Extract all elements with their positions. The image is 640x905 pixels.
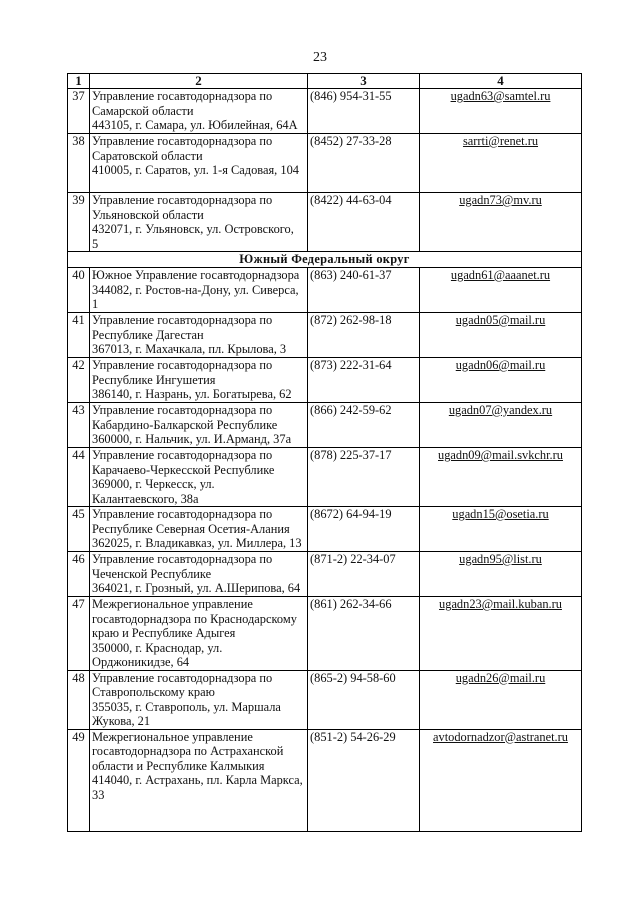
organization-address-line: 362025, г. Владикавказ, ул. Миллера, 13 xyxy=(92,536,302,550)
row-number: 39 xyxy=(68,193,90,252)
organization-address-line: 360000, г. Нальчик, ул. И.Арманд, 37а xyxy=(92,432,292,446)
organization-name-line: Кабардино-Балкарской Республике xyxy=(92,417,278,432)
organization-address-line: 364021, г. Грозный, ул. А.Шерипова, 64 xyxy=(92,581,301,595)
organization-cell xyxy=(90,89,308,134)
column-header-number: 1 xyxy=(68,74,90,89)
email-link[interactable]: ugadn63@samtel.ru xyxy=(450,89,551,103)
organization-cell xyxy=(90,448,308,507)
phone-cell: (866) 242-59-62 xyxy=(308,403,420,448)
organization-name-line: Межрегиональное управление xyxy=(92,729,253,744)
organization-name-line: госавтодорнадзора по Краснодарскому xyxy=(92,611,297,626)
organization-name-line: Южное Управление госавтодорнадзора xyxy=(92,268,300,282)
email-link[interactable]: ugadn05@mail.ru xyxy=(455,313,546,327)
organization-address-line: 344082, г. Ростов-на-Дону, ул. Сиверса, xyxy=(92,282,299,297)
email-link[interactable]: ugadn23@mail.kuban.ru xyxy=(439,597,562,611)
column-header-email: 4 xyxy=(420,74,582,89)
organization-address-line: Жукова, 21 xyxy=(92,714,151,728)
organization-name-line: Управление госавтодорнадзора по xyxy=(92,507,273,521)
table-row xyxy=(68,552,582,597)
organization-address-line: Орджоникидзе, 64 xyxy=(92,655,190,669)
email-link[interactable]: ugadn07@yandex.ru xyxy=(448,403,553,417)
email-link[interactable]: ugadn73@mv.ru xyxy=(459,193,542,207)
email-cell xyxy=(420,448,582,507)
table-row xyxy=(68,403,582,448)
organization-cell xyxy=(90,268,308,313)
organization-name-line: Самарской области xyxy=(92,103,194,118)
organization-cell xyxy=(90,507,308,552)
organization-address-line: 443105, г. Самара, ул. Юбилейная, 64А xyxy=(92,118,298,132)
organization-address-line: 5 xyxy=(92,236,99,251)
organization-name-line: Республике Северная Осетия-Алания xyxy=(92,521,290,536)
email-cell xyxy=(420,89,582,134)
organization-name-line: области и Республике Калмыкия xyxy=(92,758,265,773)
email-link[interactable]: sarrti@renet.ru xyxy=(462,134,539,148)
email-link[interactable]: ugadn61@aaanet.ru xyxy=(450,268,551,282)
email-cell xyxy=(420,552,582,597)
email-cell xyxy=(420,358,582,403)
row-number: 44 xyxy=(68,448,90,507)
row-number: 46 xyxy=(68,552,90,597)
row-number: 48 xyxy=(68,670,90,729)
email-cell xyxy=(420,134,582,193)
organization-name-line: Управление госавтодорнадзора по xyxy=(92,448,273,462)
table-row xyxy=(68,358,582,403)
table-row xyxy=(68,448,582,507)
region-header: Южный Федеральный округ xyxy=(68,252,582,268)
email-link[interactable]: ugadn26@mail.ru xyxy=(455,670,546,685)
organization-name-line: Управление госавтодорнадзора по xyxy=(92,193,273,207)
phone-cell: (873) 222-31-64 xyxy=(308,358,420,403)
organization-name-line: Саратовской области xyxy=(92,148,203,163)
phone-cell: (8672) 64-94-19 xyxy=(308,507,420,552)
column-header-phone: 3 xyxy=(308,74,420,89)
email-cell xyxy=(420,729,582,831)
organization-name-line: Межрегиональное управление xyxy=(92,597,253,611)
row-number: 40 xyxy=(68,268,90,313)
phone-cell: (878) 225-37-17 xyxy=(308,448,420,507)
page-number: 23 xyxy=(313,50,327,65)
organization-name-line: госавтодорнадзора по Астраханской xyxy=(92,744,284,758)
table-row xyxy=(68,729,582,831)
phone-cell: (871-2) 22-34-07 xyxy=(308,552,420,597)
organization-cell xyxy=(90,597,308,671)
organization-cell xyxy=(90,729,308,831)
row-number: 45 xyxy=(68,507,90,552)
phone-cell: (8422) 44-63-04 xyxy=(308,193,420,252)
organization-address-line: 367013, г. Махачкала, пл. Крылова, 3 xyxy=(92,342,287,356)
organization-address-line: Калантаевского, 38а xyxy=(92,491,199,506)
organization-cell xyxy=(90,358,308,403)
table-row xyxy=(68,670,582,729)
organization-cell xyxy=(90,403,308,448)
email-cell xyxy=(420,507,582,552)
email-cell xyxy=(420,597,582,671)
table-row xyxy=(68,193,582,252)
agency-contacts-table xyxy=(67,73,582,832)
organization-name-line: Ульяновской области xyxy=(92,207,204,222)
organization-address-line: 350000, г. Краснодар, ул. xyxy=(92,640,223,655)
organization-name-line: Ставропольскому краю xyxy=(92,685,215,699)
organization-name-line: Управление госавтодорнадзора по xyxy=(92,670,273,685)
phone-cell: (846) 954-31-55 xyxy=(308,89,420,134)
table-row xyxy=(68,268,582,313)
email-cell xyxy=(420,313,582,358)
organization-address-line: 414040, г. Астрахань, пл. Карла Маркса, xyxy=(92,773,303,787)
organization-name-line: краю и Республике Адыгея xyxy=(92,626,236,640)
organization-name-line: Управление госавтодорнадзора по xyxy=(92,403,273,417)
email-link[interactable]: avtodornadzor@astranet.ru xyxy=(433,729,568,744)
organization-name-line: Управление госавтодорнадзора по xyxy=(92,89,273,103)
organization-address-line: 432071, г. Ульяновск, ул. Островского, xyxy=(92,222,294,236)
organization-name-line: Управление госавтодорнадзора по xyxy=(92,358,273,372)
email-cell xyxy=(420,403,582,448)
organization-cell xyxy=(90,193,308,252)
organization-name-line: Управление госавтодорнадзора по xyxy=(92,134,273,148)
email-cell xyxy=(420,268,582,313)
row-number: 38 xyxy=(68,134,90,193)
row-number: 49 xyxy=(68,729,90,831)
organization-address-line: 386140, г. Назрань, ул. Богатырева, 62 xyxy=(92,387,292,401)
organization-address-line: 369000, г. Черкесск, ул. xyxy=(92,477,215,491)
organization-cell xyxy=(90,313,308,358)
organization-cell xyxy=(90,670,308,729)
phone-cell: (863) 240-61-37 xyxy=(308,268,420,313)
email-cell xyxy=(420,670,582,729)
row-number: 42 xyxy=(68,358,90,403)
table-row xyxy=(68,134,582,193)
email-link[interactable]: ugadn09@mail.svkchr.ru xyxy=(438,448,563,462)
organization-name-line: Управление госавтодорнадзора по xyxy=(92,552,273,566)
column-header-organization: 2 xyxy=(90,74,308,89)
organization-address-line: 355035, г. Ставрополь, ул. Маршала xyxy=(92,699,281,714)
phone-cell: (861) 262-34-66 xyxy=(308,597,420,671)
table-row xyxy=(68,89,582,134)
email-link[interactable]: ugadn06@mail.ru xyxy=(455,358,546,372)
organization-address-line: 1 xyxy=(92,297,99,311)
table-row xyxy=(68,313,582,358)
table-header-row xyxy=(68,74,582,89)
organization-address-line: 33 xyxy=(92,787,105,802)
row-number: 43 xyxy=(68,403,90,448)
organization-name-line: Чеченской Республике xyxy=(92,566,212,581)
organization-cell xyxy=(90,552,308,597)
organization-name-line: Управление госавтодорнадзора по xyxy=(92,313,273,327)
region-header-row xyxy=(68,252,582,268)
organization-name-line: Республике Дагестан xyxy=(92,327,204,342)
table-body xyxy=(68,89,582,832)
phone-cell: (8452) 27-33-28 xyxy=(308,134,420,193)
phone-cell: (851-2) 54-26-29 xyxy=(308,729,420,831)
table-row xyxy=(68,597,582,671)
table-row xyxy=(68,507,582,552)
organization-cell xyxy=(90,134,308,193)
organization-name-line: Республике Ингушетия xyxy=(92,372,216,387)
email-cell xyxy=(420,193,582,252)
organization-address-line: 410005, г. Саратов, ул. 1-я Садовая, 104 xyxy=(92,163,299,177)
email-link[interactable]: ugadn95@list.ru xyxy=(459,552,542,566)
row-number: 47 xyxy=(68,597,90,671)
organization-name-line: Карачаево-Черкесской Республике xyxy=(92,462,275,477)
row-number: 37 xyxy=(68,89,90,134)
phone-cell: (865-2) 94-58-60 xyxy=(308,670,420,729)
phone-cell: (872) 262-98-18 xyxy=(308,313,420,358)
email-link[interactable]: ugadn15@osetia.ru xyxy=(452,507,549,521)
row-number: 41 xyxy=(68,313,90,358)
